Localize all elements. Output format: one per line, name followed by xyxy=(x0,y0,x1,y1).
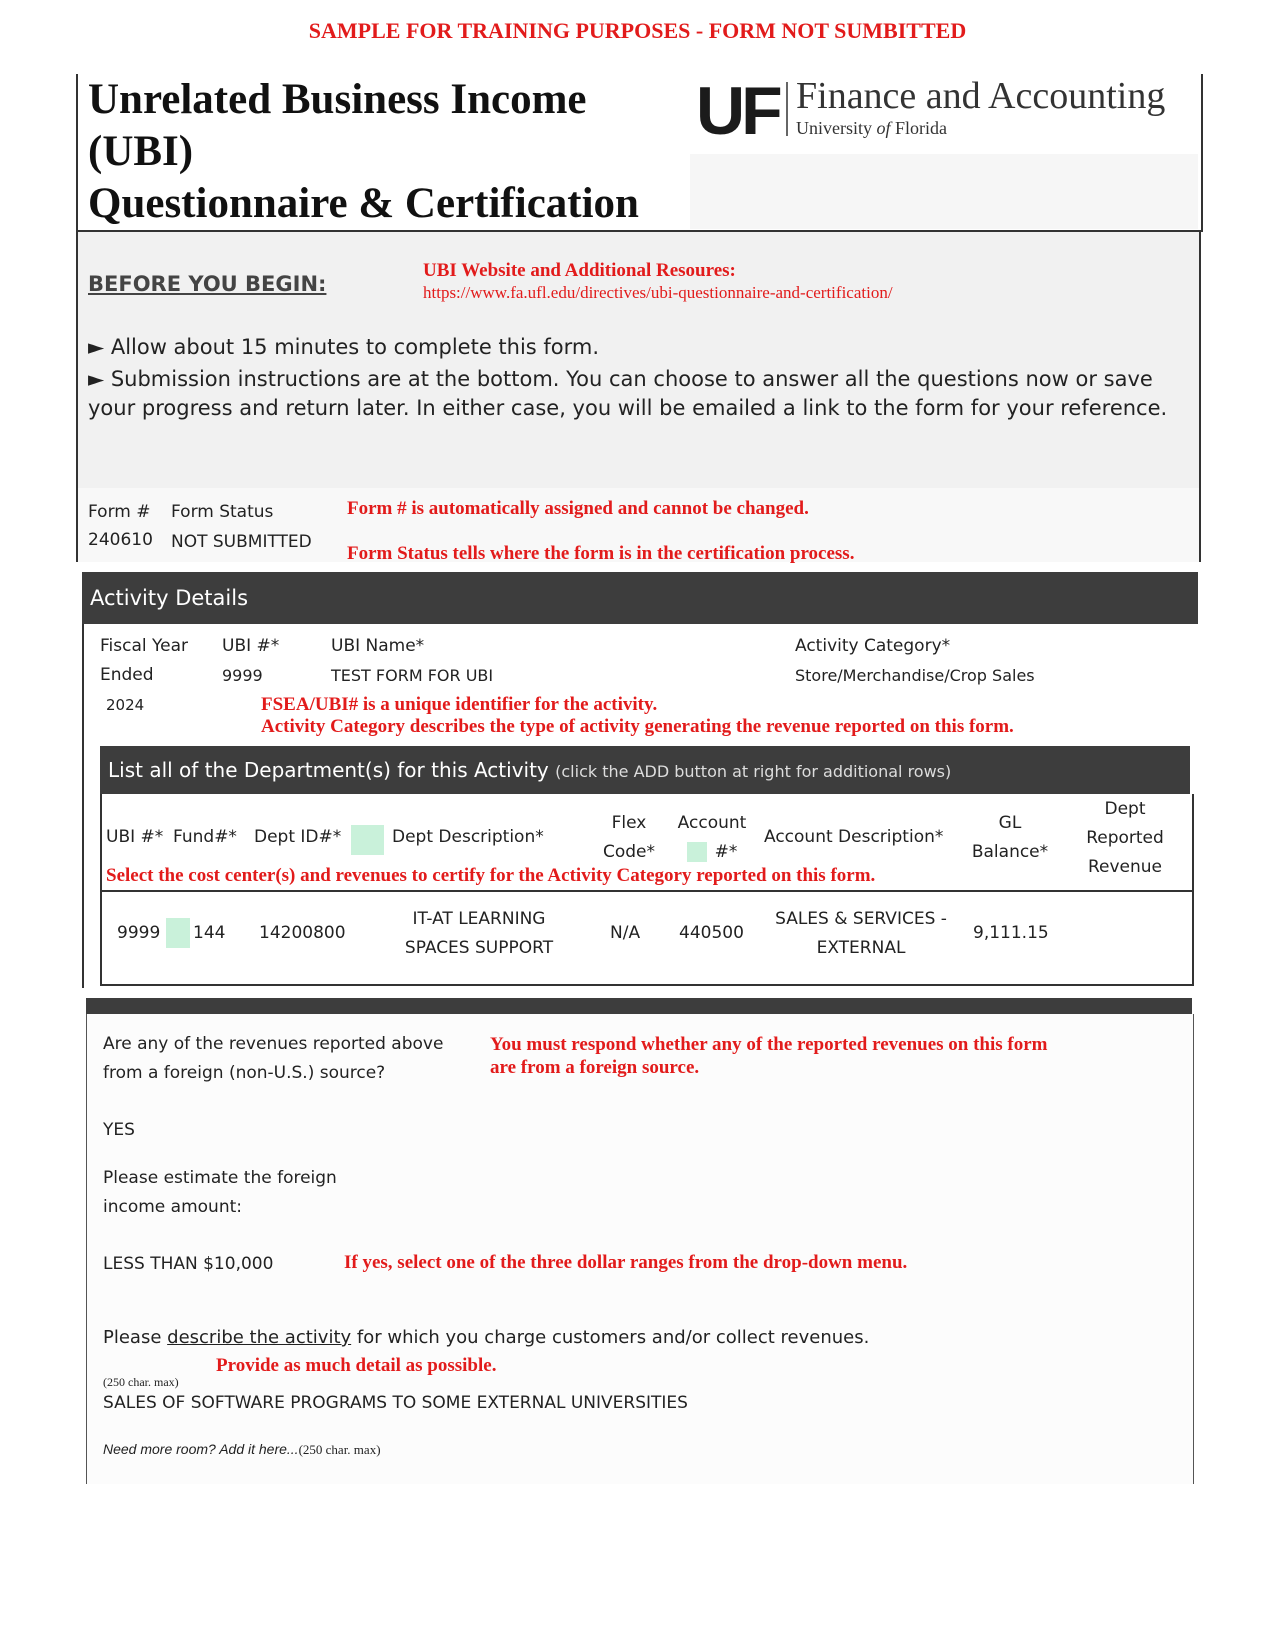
describe-activity-answer[interactable]: SALES OF SOFTWARE PROGRAMS TO SOME EXTERNAL UNIVERSITIES xyxy=(103,1393,688,1413)
departments-add-hint: (click the ADD button at right for additional rows) xyxy=(555,762,952,781)
col-account-number: Account #* xyxy=(677,813,747,862)
foreign-source-question: Are any of the revenues reported above from a foreign (non-U.S.) source? xyxy=(103,1034,444,1083)
form-title xyxy=(88,74,688,230)
ubi-number-value: 9999 xyxy=(222,666,263,685)
row-account-description: SALES & SERVICES - EXTERNAL xyxy=(775,909,947,958)
foreign-source-note: You must respond whether any of the reported revenues on this form are from a foreign source. xyxy=(490,1034,1048,1078)
describe-char-limit: (250 char. max) xyxy=(103,1375,179,1389)
fiscal-year-label-2: Ended xyxy=(100,665,154,685)
ubi-name-value: TEST FORM FOR UBI xyxy=(331,666,494,685)
foreign-income-note: If yes, select one of the three dollar ranges from the drop-down menu. xyxy=(344,1252,908,1273)
cost-center-note: Select the cost center(s) and revenues to certify for the Activity Category reported on this form. xyxy=(106,865,876,886)
ubi-identifier-note: FSEA/UBI# is a unique identifier for the activity. xyxy=(261,694,658,715)
foreign-income-question: Please estimate the foreign income amount: xyxy=(103,1168,337,1217)
ubi-number-label: UBI #* xyxy=(222,636,280,656)
col-account-description: Account Description* xyxy=(764,827,944,847)
describe-activity-question: Please describe the activity for which you charge customers and/or collect revenues. xyxy=(103,1327,870,1348)
departments-bar xyxy=(100,746,1190,794)
foreign-income-dropdown[interactable]: LESS THAN $10,000 xyxy=(103,1254,274,1274)
additional-description-field[interactable]: Need more room? Add it here...(250 char. max) xyxy=(103,1441,381,1457)
before-you-begin-title: BEFORE YOU BEGIN: xyxy=(88,272,327,296)
row-account-number[interactable]: 440500 xyxy=(679,923,744,943)
form-number-note: Form # is automatically assigned and cannot be changed. xyxy=(347,498,809,519)
row-dept-id[interactable]: 14200800 xyxy=(259,923,346,943)
dept-id-marker xyxy=(351,825,384,855)
title-line-1: Unrelated Business Income xyxy=(88,76,587,123)
describe-activity-link[interactable]: describe the activity xyxy=(167,1327,352,1348)
form-status-note: Form Status tells where the form is in the certification process. xyxy=(347,543,855,564)
ubi-website-link[interactable]: https://www.fa.ufl.edu/directives/ubi-questionnaire-and-certification/ xyxy=(423,283,893,302)
uf-logo-mark: UF xyxy=(696,73,779,149)
instruction-submission: ► Submission instructions are at the bottom. You can choose to answer all the questions now or save your progress and return later. In either case, you will be emailed a link to the form for your reference. xyxy=(88,367,1168,420)
col-fund: Fund#* xyxy=(173,827,237,847)
training-banner: SAMPLE FOR TRAINING PURPOSES - FORM NOT SUMBITTED xyxy=(308,18,967,43)
activity-details-title: Activity Details xyxy=(90,586,249,610)
col-flex-code: Flex Code* xyxy=(602,813,656,862)
departments-header-divider xyxy=(100,890,1192,892)
fiscal-year-value: 2024 xyxy=(106,696,145,714)
form-status-value: NOT SUBMITTED xyxy=(171,532,312,552)
col-ubi-number: UBI #* xyxy=(106,827,164,847)
activity-category-value: Store/Merchandise/Crop Sales xyxy=(795,666,1035,685)
col-dept-description: Dept Description* xyxy=(392,827,544,847)
row-ubi-number: 9999 xyxy=(117,923,161,943)
activity-category-label: Activity Category* xyxy=(795,636,951,656)
foreign-source-answer[interactable]: YES xyxy=(103,1120,135,1140)
activity-details-bar xyxy=(82,572,1198,624)
detail-note: Provide as much detail as possible. xyxy=(216,1355,497,1376)
questions-bar xyxy=(86,998,1192,1014)
form-status-label: Form Status xyxy=(171,502,274,522)
fund-marker xyxy=(166,918,190,948)
row-fund[interactable]: 144 xyxy=(193,923,226,943)
departments-title: List all of the Department(s) for this Activity (click the ADD button at right for additional rows) xyxy=(108,758,952,782)
row-dept-description: IT-AT LEARNING SPACES SUPPORT xyxy=(404,909,554,958)
title-line-2: (UBI) xyxy=(88,128,194,175)
logo-department-name: Finance and Accounting xyxy=(796,75,1166,117)
instruction-time: ► Allow about 15 minutes to complete this form. xyxy=(88,335,600,359)
form-number-label: Form # xyxy=(88,502,151,522)
form-number-value: 240610 xyxy=(88,530,153,550)
col-dept-reported-revenue: Dept Reported Revenue xyxy=(1086,799,1164,877)
logo-gray-panel xyxy=(690,154,1198,229)
col-gl-balance: GL Balance* xyxy=(971,813,1049,862)
instructions xyxy=(88,333,1188,426)
fiscal-year-label: Fiscal Year xyxy=(100,636,189,656)
logo-divider xyxy=(786,82,788,136)
row-gl-balance: 9,111.15 xyxy=(973,923,1049,943)
row-flex-code[interactable]: N/A xyxy=(610,923,641,943)
title-line-3: Questionnaire & Certification xyxy=(88,180,639,227)
activity-category-note: Activity Category describes the type of activity generating the revenue reported on this form. xyxy=(261,716,1014,737)
ubi-website-label: UBI Website and Additional Resoures: xyxy=(423,260,736,281)
logo-university-name: University of Florida xyxy=(796,118,948,138)
ubi-name-label: UBI Name* xyxy=(331,636,425,656)
col-dept-id: Dept ID#* xyxy=(254,827,342,847)
